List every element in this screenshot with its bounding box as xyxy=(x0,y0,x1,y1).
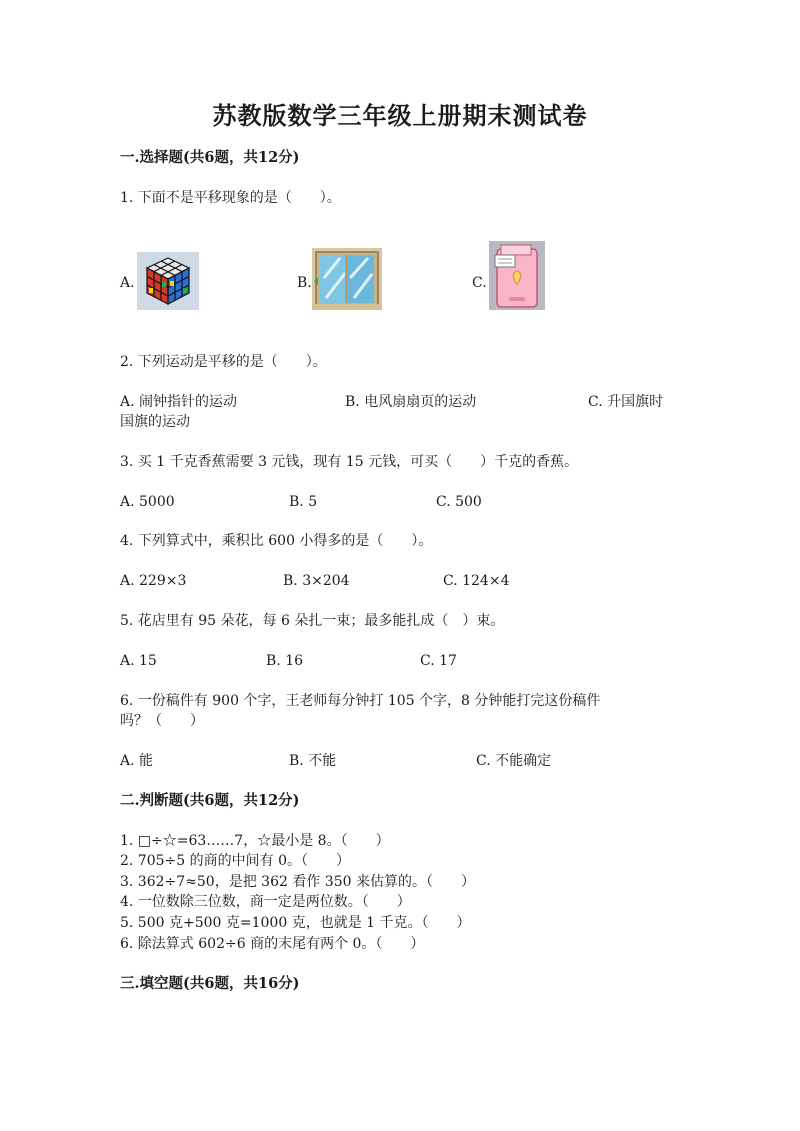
judgement-item-6: 6. 除法算式 602÷6 商的末尾有两个 0。（ ） xyxy=(120,936,425,952)
judgement-item-1: 1. □÷☆=63……7，☆最小是 8。（ ） xyxy=(120,833,390,849)
q3-option-a: A. 5000 xyxy=(120,494,175,510)
section-heading-judgement: 二.判断题(共6题，共12分) xyxy=(120,792,300,809)
q1-option-c-label: C. xyxy=(472,275,487,291)
q2-option-c: C. 升国旗时 xyxy=(588,394,664,410)
q3-option-b: B. 5 xyxy=(289,494,318,510)
q6-option-b: B. 不能 xyxy=(289,753,337,769)
q4-option-c: C. 124×4 xyxy=(443,573,510,589)
drawer-cabinet-image xyxy=(489,241,545,310)
judgement-item-5: 5. 500 克+500 克=1000 克，也就是 1 千克。（ ） xyxy=(120,915,471,931)
rubiks-cube-image xyxy=(137,252,199,310)
judgement-item-4: 4. 一位数除三位数，商一定是两位数。（ ） xyxy=(120,894,411,910)
q5-option-a: A. 15 xyxy=(120,653,157,669)
q2-option-b: B. 电风扇扇页的运动 xyxy=(345,394,477,410)
q1-option-a-label: A. xyxy=(120,275,135,291)
question-4-stem: 4. 下列算式中，乘积比 600 小得多的是（ ）。 xyxy=(120,533,433,549)
q4-option-a: A. 229×3 xyxy=(120,573,187,589)
question-3-stem: 3. 买 1 千克香蕉需要 3 元钱，现有 15 元钱，可买（ ）千克的香蕉。 xyxy=(120,454,579,470)
q4-option-b: B. 3×204 xyxy=(283,573,350,589)
q5-option-b: B. 16 xyxy=(266,653,304,669)
q5-option-c: C. 17 xyxy=(420,653,457,669)
question-6-stem-line-1: 6. 一份稿件有 900 个字，王老师每分钟打 105 个字，8 分钟能打完这份稿件 xyxy=(120,693,601,709)
q3-option-c: C. 500 xyxy=(436,494,482,510)
judgement-item-3: 3. 362÷7≈50，是把 362 看作 350 来估算的。（ ） xyxy=(120,874,475,890)
section-heading-choice: 一.选择题(共6题，共12分) xyxy=(120,149,300,166)
question-1-stem: 1. 下面不是平移现象的是（ ）。 xyxy=(120,190,341,206)
question-6-stem-line-2: 吗？（ ） xyxy=(120,713,204,729)
q6-option-c: C. 不能确定 xyxy=(476,753,552,769)
page-title: 苏教版数学三年级上册期末测试卷 xyxy=(212,101,588,130)
section-heading-fill-in: 三.填空题(共6题，共16分) xyxy=(120,975,300,992)
question-2-stem: 2. 下列运动是平移的是（ ）。 xyxy=(120,354,327,370)
q2-option-c-continuation: 国旗的运动 xyxy=(120,414,190,430)
q6-option-a: A. 能 xyxy=(120,753,154,769)
window-image xyxy=(312,248,382,310)
q1-option-b-label: B. xyxy=(297,275,312,291)
question-5-stem: 5. 花店里有 95 朵花，每 6 朵扎一束；最多能扎成（ ）束。 xyxy=(120,613,505,629)
q2-option-a: A. 闹钟指针的运动 xyxy=(120,394,238,410)
judgement-item-2: 2. 705÷5 的商的中间有 0。（ ） xyxy=(120,853,350,869)
